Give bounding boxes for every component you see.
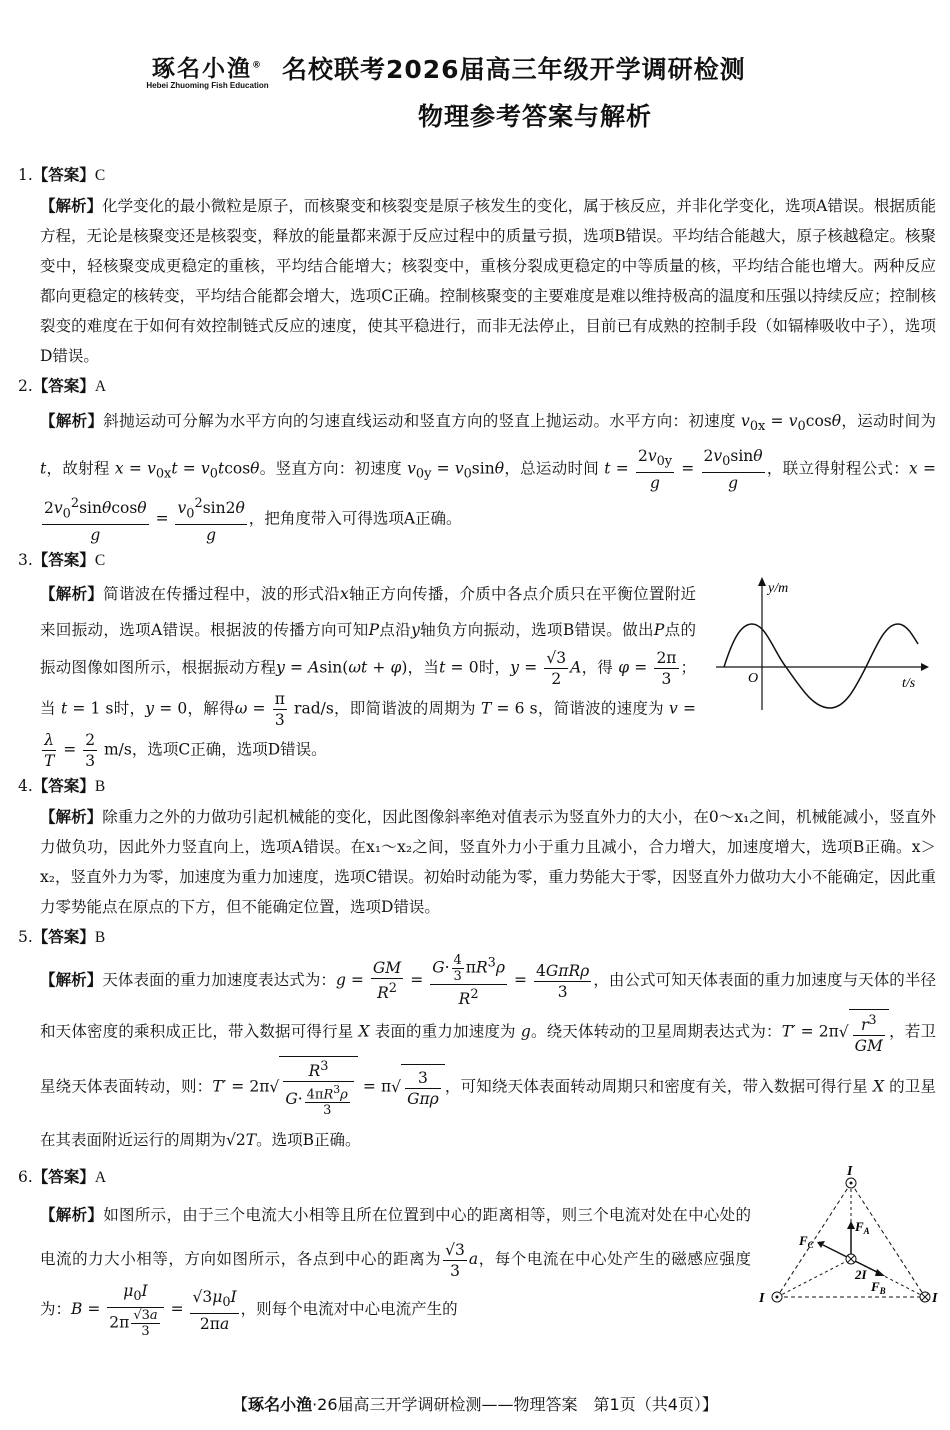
answer-value: C [94,167,106,184]
question-6 [18,1162,936,1339]
analysis-label: 【解析】 [40,412,104,430]
triangle-edge [777,1183,851,1297]
analysis-label: 【解析】 [40,971,103,990]
analysis-text: 【解析】天体表面的重力加速度表达式为：g = $\frac{GM}{R^2}$ = G· $\frac{4}{3}$ $\pi R^3\rho$ $R^2$ = $\frac{\text{4GπRρ}}{3}$ ，由公式可知天体表面的重力加速度与天体的半径和天体密度的乘积成正比，带入数据可得行星 X 表面的重力加速度为 g。绕天体转动的卫星周期表达式为：T′ = 2π√ $\frac{r^3}{GM}$ ，若卫星绕天体表面转动，则：T′ = 2π√ $R^3$ G· $\frac{4\pi R^3\rho}{3}$ = π√ $\frac{3}{\text{Gπρ}}$ ，可知绕天体表面转动周期只和密度有关，带入数据可得行星 X 的卫星在其表面附近运行的周期为√2T。选项B正确。 [40,952,936,1150]
analysis-text: 化学变化的最小微粒是原子，而核聚变和核裂变是原子核发生的变化，属于核反应，并非化学变化，选项A错误。根据质能方程，无论是核聚变还是核裂变，释放的能量都来源于反应过程中的质量亏损，选项B错误。平均结合能越大，原子核越稳定。核聚变中，轻核聚变成更稳定的重核，平均结合能增大；核裂变中，重核分裂成更稳定的中等质量的核，平均结合能也增大。两种反应都向更稳定的核转变，平均结合能都会增大，选项C正确。控制核聚变的主要难度是难以维持极高的温度和压强以持续反应；控制核裂变的难度在于如何有效控制链式反应的速度，使其平稳进行，而非无法停止，目前已有成熟的控制手段（如镉棒吸收中子），选项D错误。 [40,197,936,365]
question-number: 4. [18,776,33,795]
x-axis-label: t/s [902,675,916,691]
question-4 [18,771,936,922]
answer-label: 【答案】 [32,776,95,795]
vibration-graph [706,572,936,712]
question-2 [18,371,936,545]
answer-value: A [94,378,107,395]
question-number: 5. [18,927,33,946]
label-force-c: $F_C$ [799,1233,814,1251]
current-left-dot [776,1296,779,1299]
force-b-arrowhead [875,1269,885,1276]
answer-value: B [94,777,106,795]
question-3 [18,545,936,771]
label-force-a: $F_A$ [855,1219,870,1237]
footer-bracket-right: 】 [701,1395,718,1414]
question-1 [18,160,936,371]
sine-curve [724,624,918,708]
answer-content [18,160,936,1339]
y-axis-arrow [758,577,766,586]
registered-mark: ® [252,60,263,71]
label-top-current: I [847,1165,853,1180]
answer-value: C [94,551,106,569]
question-number: 6. [18,1168,33,1187]
analysis-label: 【解析】 [40,584,104,603]
current-top-dot [850,1182,853,1185]
question-number: 3. [18,550,33,569]
analysis-text: 除重力之外的力做功引起机械能的变化，因此图像斜率绝对值表示为竖直外力的大小，在0～x₁之间，机械能减小，竖直外力做负功，因此外力竖直向上，选项A错误。在x₁～x₂之间，竖直外力小于重力且减小，合力增大，加速度增大，选项B正确。x＞x₂，竖直外力为零，加速度为重力加速度，选项C错误。初始时动能为零，重力势能大于零，因竖直外力做功大小不能确定，因此重力零势能点在原点的下方，但不能确定位置，选项D错误。 [40,807,936,916]
x-axis-arrow [921,663,929,671]
analysis-label: 【解析】 [40,1206,104,1225]
label-left-current: I [759,1291,765,1307]
question-5 [18,922,936,1162]
label-force-b: $F_B$ [871,1279,886,1297]
question-number: 1. [18,166,33,184]
answer-value: A [94,1169,107,1187]
force-c-arrowhead [817,1241,825,1248]
analysis-text: 【解析】斜抛运动可分解为水平方向的匀速直线运动和竖直方向的竖直上抛运动。水平方向：初速度 $v_{0x} = v_0\cos\theta$，运动时间为 t，故射程 $x = v_{0x}t = v_0tcos\theta$。竖直方向：初速度 $v_{0y} = v_0\sin\theta$，总运动时间 t = $\frac{2v_{0y}}{g}$ = $\frac{2v_0\sin\theta}{g}$ ，联立得射程公式：x = $\frac{2v_0^2\sin\theta\cos\theta}{g}$ = $\frac{v_0^2\sin 2\theta}{g}$ ，把角度带入可得选项A正确。 [40,412,936,544]
analysis-text: I I I 2I $F_A$ $F_B$ $F_C$ 【解析】如图所示，由于三个电流大小相等且所在位置到中心的距离相等，则三个电流对处在中心处的电流的力大小相等，方向如图所示，各点到中心的距离为 $\frac{√3}{3}$ a，每个电流在中心处产生的磁感应强度为：B = $\mu_0I$ 2π $\frac{√3a}{3}$ = $\frac{√3\mu_0I}{2\pi a}$ ，则每个电流对中心电流产生的 [18,1193,936,1339]
answer-label: 【答案】 [32,550,95,569]
brand-logo [140,50,275,90]
answer-label: 【答案】 [32,377,95,395]
label-center-current: 2I [855,1267,867,1283]
footer-logo: 琢名小渔 [248,1395,313,1414]
page-title: 名校联考2026届高三年级开学调研检测 [282,55,746,84]
logo-english: Hebei Zhuoming Fish Education [146,81,269,90]
triangle-currents-figure [759,1165,944,1315]
analysis-label: 【解析】 [40,197,103,215]
footer-text: ·26届高三开学调研检测——物理答案 第1页（共4页） [312,1395,702,1414]
answer-label: 【答案】 [32,166,95,184]
label-right-current: I [932,1291,938,1307]
origin-label: O [748,670,759,686]
question-number: 2. [18,377,33,395]
answer-label: 【答案】 [32,927,95,946]
center-line [777,1259,851,1297]
page-header [0,42,950,142]
logo-text: 琢名小渔 [152,56,252,82]
analysis-label: 【解析】 [40,807,103,826]
force-a-arrowhead [847,1221,855,1229]
page-footer [0,1392,950,1415]
y-axis-label: y/m [768,580,789,596]
analysis-text: y/m t/s O 【解析】简谐波在传播过程中，波的形式沿x轴正方向传播，介质中各点介质只在平衡位置附近来回振动，选项A错误。根据波的传播方向可知P点沿y轴负方向振动，选项B错误。做出P点的振动图像如图所示，根据振动方程y = Asin(ωt + φ)，当t = 0时，y = $\frac{√3}{2}$ A，得 φ = $\frac{2\pi}{3}$ ；当 t = 1 s时，y = 0，解得ω = $\frac{\pi}{3}$ rad/s，即简谐波的周期为 T = 6 s，简谐波的速度为 v = $\frac{\lambda}{T}$ = $\frac{2}{3}$ m/s，选项C正确，选项D错误。 [18,576,936,771]
answer-label: 【答案】 [32,1168,95,1187]
footer-bracket-left: 【 [232,1395,249,1414]
answer-value: B [94,928,106,946]
page-subtitle: 物理参考答案与解析 [418,102,653,131]
